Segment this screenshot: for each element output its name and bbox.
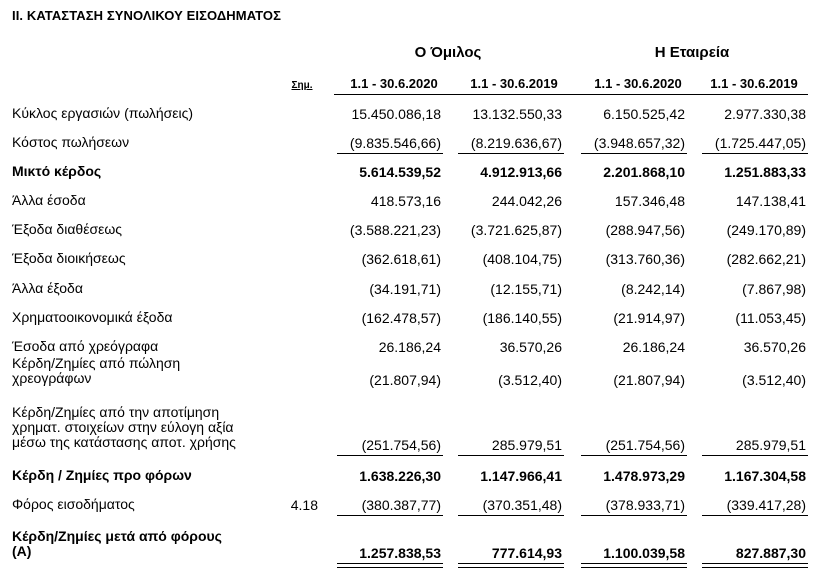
row-label-line: Έξοδα διοικήσεως [12,250,126,266]
row-value: 777.614,93 [491,545,562,561]
row-value: (378.933,71) [605,497,685,513]
row-label [12,356,180,386]
subtotal-rule [702,515,808,516]
row-value: (380.387,77) [361,497,441,513]
row-label-line: Κέρδη/Ζημίες μετά από φόρους [12,528,222,544]
row-value: 1.147.966,41 [480,468,562,484]
row-value: (339.417,28) [726,497,806,513]
row-label [12,497,135,512]
row-label [12,135,129,150]
row-label-line: Έσοδα από χρεόγραφα [12,338,159,354]
row-value: 157.346,48 [614,193,685,209]
row-value: (3.512,40) [742,372,806,388]
row-value: 15.450.086,18 [351,106,441,122]
row-value: 4.912.913,66 [480,164,562,180]
row-value: 5.614.539,52 [359,164,441,180]
row-value: (408.104,75) [482,251,562,267]
statement-title: II. ΚΑΤΑΣΤΑΣΗ ΣΥΝΟΛΙΚΟΥ ΕΙΣΟΔΗΜΑΤΟΣ [12,8,282,23]
row-value: (12.155,71) [490,281,562,297]
row-value: 1.251.883,33 [724,164,806,180]
subtotal-rule [458,515,564,516]
row-label-line: χρηματ. στοιχείων στην εύλογη αξία [12,419,234,435]
row-label-line: μέσω της κατάστασης αποτ. χρήσης [12,434,236,450]
row-value: (7.867,98) [742,281,806,297]
subtotal-rule [458,153,564,154]
row-value: 244.042,26 [491,193,562,209]
row-label-line: Κέρδη / Ζημίες προ φόρων [12,467,192,483]
subtotal-rule [581,153,687,154]
row-value: (1.725.447,05) [714,135,806,151]
row-value: (3.948.657,32) [593,135,685,151]
row-value: 36.570,26 [743,339,806,355]
row-value: (8.219.636,67) [470,135,562,151]
row-label [12,222,122,237]
row-value: (21.914,97) [613,310,685,326]
row-label-line: Κύκλος εργασιών (πωλήσεις) [12,105,194,121]
period-header-company-2020: 1.1 - 30.6.2020 [594,76,682,91]
period-header-group-2019: 1.1 - 30.6.2019 [470,76,558,91]
row-label-line: Άλλα έσοδα [12,192,86,208]
total-double-rule [581,563,687,568]
row-label [12,405,236,450]
row-value: (251.754,56) [605,437,685,453]
row-value: (282.662,21) [726,251,806,267]
total-double-rule [458,563,564,568]
row-label [12,164,101,179]
row-value: (370.351,48) [482,497,562,513]
row-value: 285.979,51 [735,437,806,453]
group-column-header: Ο Όμιλος [414,44,482,61]
row-label-line: Άλλα έξοδα [12,280,83,296]
subtotal-rule [458,455,564,456]
row-label [12,468,192,483]
row-value: (288.947,56) [605,222,685,238]
row-value: 1.100.039,58 [603,545,685,561]
row-value: (249.170,89) [726,222,806,238]
row-value: 285.979,51 [491,437,562,453]
row-label-line: χρεογράφων [12,370,92,386]
row-value: (9.835.546,66) [349,135,441,151]
row-value: 6.150.525,42 [603,106,685,122]
row-label-line: Κέρδη/Ζημίες από την αποτίμηση [12,404,220,420]
row-value: (162.478,57) [361,310,441,326]
row-value: (3.512,40) [498,372,562,388]
period-header-group-2020: 1.1 - 30.6.2020 [350,76,438,91]
row-value: (362.618,61) [361,251,441,267]
row-value: 1.478.973,29 [603,468,685,484]
subtotal-rule [581,455,687,456]
row-value: (251.754,56) [361,437,441,453]
note-column-header: Σημ. [291,80,313,91]
total-double-rule [702,563,808,568]
row-label [12,281,83,296]
row-value: 418.573,16 [370,193,441,209]
row-value: (186.140,55) [482,310,562,326]
row-label [12,310,172,325]
subtotal-rule [702,455,808,456]
row-label-line: (Α) [12,543,32,559]
total-double-rule [337,563,443,568]
row-label-line: Έξοδα διαθέσεως [12,221,123,237]
row-value: 1.167.304,58 [724,468,806,484]
row-value: 1.257.838,53 [359,545,441,561]
subtotal-rule [337,515,443,516]
row-label [12,339,158,354]
row-value: 2.977.330,38 [724,106,806,122]
row-value: 827.887,30 [735,545,806,561]
row-label [12,251,126,266]
subtotal-rule [702,153,808,154]
row-value: 36.570,26 [499,339,562,355]
row-label-line: Κόστος πωλήσεων [12,134,130,150]
row-value: (21.807,94) [613,372,685,388]
subtotal-rule [581,515,687,516]
row-value: 147.138,41 [735,193,806,209]
row-label-line: Μικτό κέρδος [12,163,102,179]
row-value: 1.638.226,30 [359,468,441,484]
row-value: 2.201.868,10 [603,164,685,180]
row-value: 13.132.550,33 [472,106,562,122]
row-label [12,529,222,559]
row-label [12,193,86,208]
row-value: (8.242,14) [621,281,685,297]
row-value: 26.186,24 [378,339,441,355]
row-value: (3.588.221,23) [349,222,441,238]
row-label-line: Φόρος εισοδήματος [12,496,135,512]
header-rule [334,94,808,95]
row-value: 26.186,24 [622,339,685,355]
subtotal-rule [337,153,443,154]
row-value: (21.807,94) [369,372,441,388]
company-column-header: Η Εταιρεία [654,44,730,61]
row-value: (34.191,71) [369,281,441,297]
row-value: (313.760,36) [605,251,685,267]
row-value: (11.053,45) [735,310,806,326]
row-label [12,106,193,121]
row-label-line: Κέρδη/Ζημίες από πώληση [12,355,181,371]
row-note: 4.18 [290,497,318,513]
row-label-line: Χρηματοοικονομικά έξοδα [12,309,173,325]
period-header-company-2019: 1.1 - 30.6.2019 [710,76,798,91]
subtotal-rule [337,455,443,456]
row-value: (3.721.625,87) [470,222,562,238]
